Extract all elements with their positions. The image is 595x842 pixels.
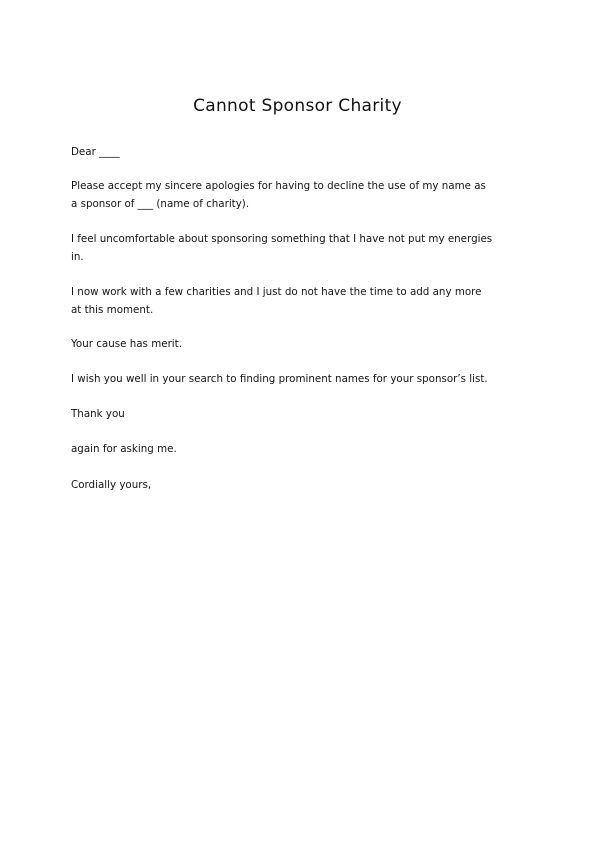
paragraph-apology-line-2: a sponsor of ___ (name of charity). — [71, 198, 250, 210]
paragraph-merit: Your cause has merit. — [71, 338, 182, 350]
paragraph-thank-you: Thank you — [71, 408, 125, 420]
paragraph-well-wishes: I wish you well in your search to finding prominent names for your sponsor’s list. — [71, 373, 488, 385]
paragraph-charities-line-1: I now work with a few charities and I just do not have the time to add any more — [71, 286, 482, 298]
salutation: Dear ____ — [71, 146, 120, 158]
document-title: Cannot Sponsor Charity — [193, 96, 402, 116]
paragraph-again-asking: again for asking me. — [71, 443, 177, 455]
closing: Cordially yours, — [71, 479, 152, 491]
paragraph-uncomfortable-line-2: in. — [71, 251, 84, 263]
paragraph-apology-line-1: Please accept my sincere apologies for having to decline the use of my name as — [71, 180, 486, 192]
paragraph-uncomfortable-line-1: I feel uncomfortable about sponsoring something that I have not put my energies — [71, 233, 493, 245]
paragraph-charities-line-2: at this moment. — [71, 304, 154, 316]
